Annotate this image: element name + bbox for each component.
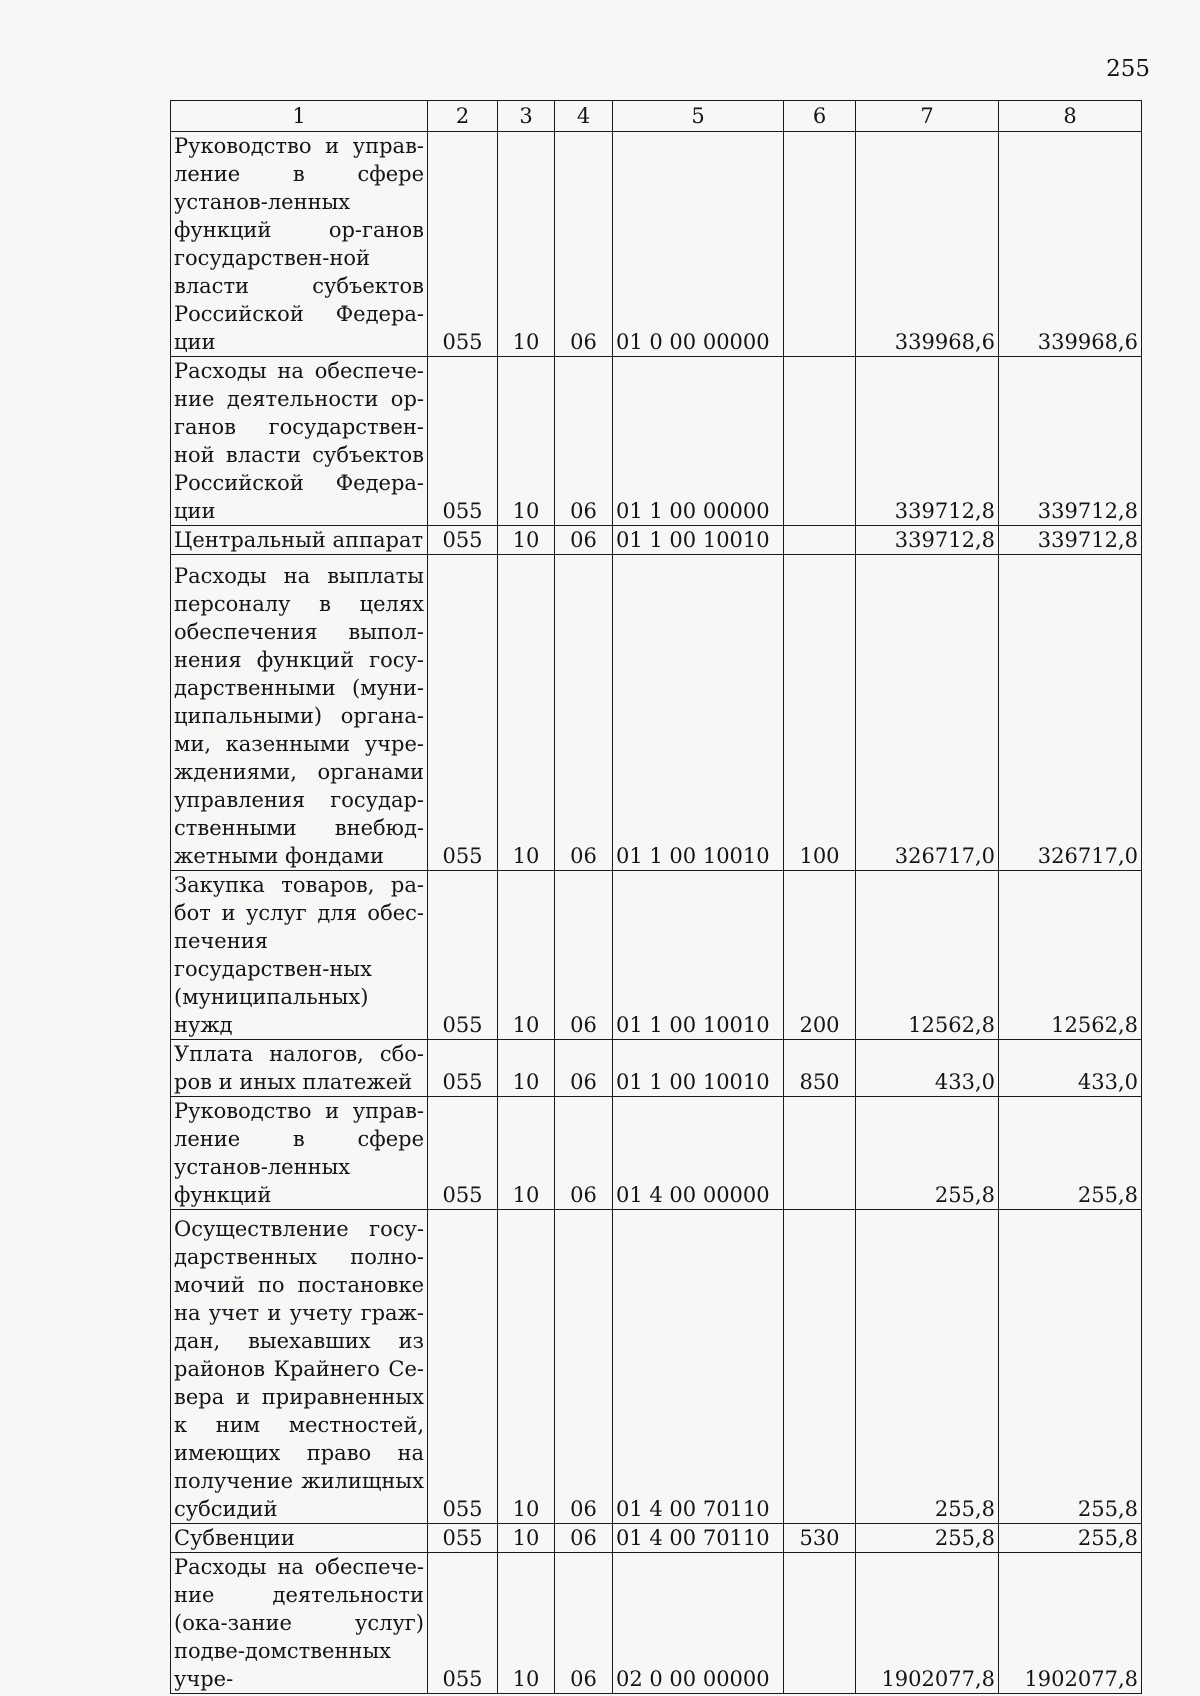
table-row <box>171 357 1142 526</box>
cell-expense-type <box>784 357 856 526</box>
table-row <box>171 1524 1142 1553</box>
table-row <box>171 871 1142 1040</box>
cell-amount: 255,8 <box>856 1524 999 1553</box>
cell-amount: 339712,8 <box>856 526 999 555</box>
table-row <box>171 1097 1142 1210</box>
cell-ministry-code: 055 <box>428 132 498 357</box>
cell-amount: 433,0 <box>856 1040 999 1097</box>
cell-amount: 255,8 <box>856 1097 999 1210</box>
cell-expense-type <box>784 1553 856 1694</box>
cell-expense-type: 200 <box>784 871 856 1040</box>
cell-target-article: 01 4 00 70110 <box>613 1210 784 1524</box>
cell-expense-type <box>784 1210 856 1524</box>
row-description: Осуществление госу-дарственных полно-мочий по постановке на учет и учету граж-дан, выехавших из районов Крайнего Се-вера и приравненных к ним местностей, имеющих право на получение жилищных субсидий <box>171 1210 428 1524</box>
cell-ministry-code: 055 <box>428 1040 498 1097</box>
cell-amount: 12562,8 <box>999 871 1142 1040</box>
table-row <box>171 1040 1142 1097</box>
row-description: Центральный аппарат <box>171 526 428 555</box>
table-header-row <box>171 101 1142 132</box>
cell-ministry-code: 055 <box>428 555 498 871</box>
cell-subsection: 06 <box>555 132 613 357</box>
cell-amount: 255,8 <box>999 1210 1142 1524</box>
table-row <box>171 526 1142 555</box>
row-description: Расходы на обеспече-ние деятельности ор-ганов государствен-ной власти субъектов Российской Федера-ции <box>171 357 428 526</box>
cell-section: 10 <box>498 526 555 555</box>
cell-amount: 339712,8 <box>999 526 1142 555</box>
cell-subsection: 06 <box>555 357 613 526</box>
cell-ministry-code: 055 <box>428 1210 498 1524</box>
cell-amount: 1902077,8 <box>999 1553 1142 1694</box>
cell-expense-type <box>784 526 856 555</box>
column-header: 4 <box>555 101 613 132</box>
cell-target-article: 01 1 00 00000 <box>613 357 784 526</box>
cell-subsection: 06 <box>555 1097 613 1210</box>
cell-section: 10 <box>498 1040 555 1097</box>
cell-ministry-code: 055 <box>428 871 498 1040</box>
cell-expense-type: 850 <box>784 1040 856 1097</box>
cell-section: 10 <box>498 555 555 871</box>
cell-expense-type <box>784 1097 856 1210</box>
cell-amount: 326717,0 <box>999 555 1142 871</box>
cell-expense-type: 100 <box>784 555 856 871</box>
cell-section: 10 <box>498 1210 555 1524</box>
cell-subsection: 06 <box>555 555 613 871</box>
page-number: 255 <box>1106 56 1150 82</box>
cell-amount: 339712,8 <box>856 357 999 526</box>
budget-table <box>170 100 1142 1694</box>
cell-subsection: 06 <box>555 871 613 1040</box>
cell-amount: 255,8 <box>999 1524 1142 1553</box>
cell-amount: 339712,8 <box>999 357 1142 526</box>
cell-amount: 326717,0 <box>856 555 999 871</box>
table-row <box>171 1210 1142 1524</box>
row-description: Уплата налогов, сбо-ров и иных платежей <box>171 1040 428 1097</box>
table-row <box>171 1553 1142 1694</box>
column-header: 5 <box>613 101 784 132</box>
cell-ministry-code: 055 <box>428 357 498 526</box>
column-header: 3 <box>498 101 555 132</box>
cell-amount: 12562,8 <box>856 871 999 1040</box>
column-header: 2 <box>428 101 498 132</box>
cell-target-article: 01 1 00 10010 <box>613 1040 784 1097</box>
row-description: Руководство и управ-ление в сфере установ-ленных функций ор-ганов государствен-ной власти субъектов Российской Федера-ции <box>171 132 428 357</box>
cell-section: 10 <box>498 1097 555 1210</box>
cell-section: 10 <box>498 132 555 357</box>
cell-amount: 433,0 <box>999 1040 1142 1097</box>
cell-target-article: 01 4 00 70110 <box>613 1524 784 1553</box>
cell-amount: 255,8 <box>999 1097 1142 1210</box>
cell-subsection: 06 <box>555 1040 613 1097</box>
cell-ministry-code: 055 <box>428 526 498 555</box>
cell-section: 10 <box>498 871 555 1040</box>
cell-subsection: 06 <box>555 1524 613 1553</box>
column-header: 8 <box>999 101 1142 132</box>
cell-amount: 339968,6 <box>999 132 1142 357</box>
column-header: 1 <box>171 101 428 132</box>
cell-expense-type <box>784 132 856 357</box>
row-description: Закупка товаров, ра-бот и услуг для обес-печения государствен-ных (муниципальных) нужд <box>171 871 428 1040</box>
cell-ministry-code: 055 <box>428 1553 498 1694</box>
row-description: Руководство и управ-ление в сфере установ-ленных функций <box>171 1097 428 1210</box>
cell-target-article: 01 1 00 10010 <box>613 871 784 1040</box>
table-row <box>171 132 1142 357</box>
cell-target-article: 01 1 00 10010 <box>613 555 784 871</box>
cell-ministry-code: 055 <box>428 1524 498 1553</box>
cell-section: 10 <box>498 1524 555 1553</box>
cell-subsection: 06 <box>555 1210 613 1524</box>
cell-expense-type: 530 <box>784 1524 856 1553</box>
table-row <box>171 555 1142 871</box>
cell-subsection: 06 <box>555 526 613 555</box>
cell-target-article: 01 4 00 00000 <box>613 1097 784 1210</box>
cell-target-article: 02 0 00 00000 <box>613 1553 784 1694</box>
row-description: Субвенции <box>171 1524 428 1553</box>
cell-section: 10 <box>498 357 555 526</box>
cell-subsection: 06 <box>555 1553 613 1694</box>
cell-amount: 255,8 <box>856 1210 999 1524</box>
cell-amount: 339968,6 <box>856 132 999 357</box>
row-description: Расходы на обеспече-ние деятельности (ока-зание услуг) подве-домственных учре- <box>171 1553 428 1694</box>
cell-ministry-code: 055 <box>428 1097 498 1210</box>
column-header: 6 <box>784 101 856 132</box>
cell-target-article: 01 1 00 10010 <box>613 526 784 555</box>
cell-section: 10 <box>498 1553 555 1694</box>
row-description: Расходы на выплаты персоналу в целях обеспечения выпол-нения функций госу-дарственными (муни-ципальными) органа-ми, казенными учре-ждениями, органами управления государ-ственными внебюд-жетными фондами <box>171 555 428 871</box>
cell-amount: 1902077,8 <box>856 1553 999 1694</box>
column-header: 7 <box>856 101 999 132</box>
cell-target-article: 01 0 00 00000 <box>613 132 784 357</box>
